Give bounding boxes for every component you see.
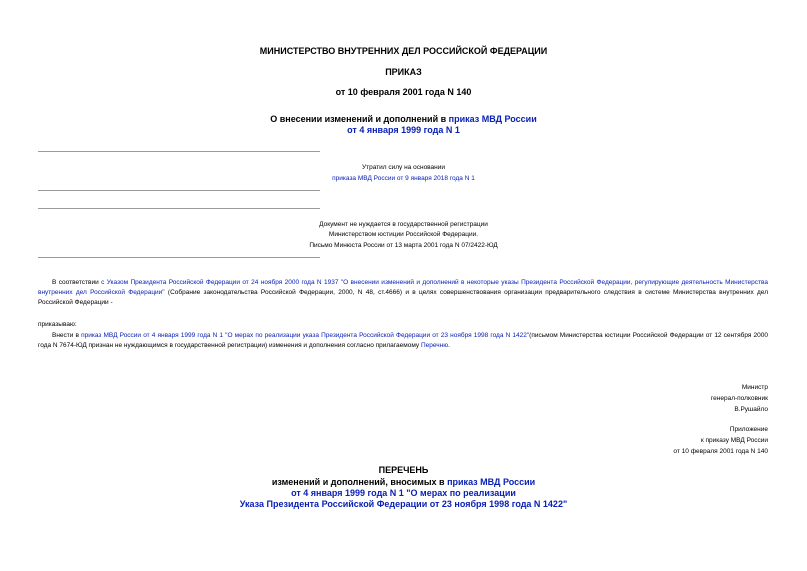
separator-rule [38, 190, 320, 191]
signature-block [711, 382, 768, 415]
list-subtitle-line3 [0, 498, 807, 511]
document-title-line2 [0, 124, 807, 137]
title-link-order[interactable]: приказ МВД России [448, 114, 537, 124]
title-prefix: О внесении изменений и дополнений в [270, 114, 449, 124]
status-note-text: Утратил силу на основании [361, 164, 446, 171]
separator-rule [38, 257, 320, 258]
signature-rank: генерал-полковник [710, 395, 768, 402]
repeal-order-link[interactable]: приказа МВД России от 9 января 2018 года N 1 [332, 175, 475, 182]
separator-rule [38, 151, 320, 152]
signature-name: В.Рушайло [734, 406, 768, 413]
order-word: приказываю: [38, 321, 77, 328]
appendix-order-date: от 10 февраля 2001 года N 140 [673, 448, 768, 455]
document-date-number: от 10 февраля 2001 года N 140 [335, 87, 472, 97]
order-start: Внести в [52, 332, 82, 339]
registration-note-line3: Письмо Минюста России от 13 марта 2001 года N 07/2422-ЮД [309, 242, 498, 249]
registration-note-line1: Документ не нуждается в государственной регистрации [319, 221, 488, 228]
list-heading: ПЕРЕЧЕНЬ [378, 465, 429, 475]
order-mid: (письмом Министерства юстиции Российской Федерации от 12 сентября 2000 года N 7674-ЮД признан не нуждающимся в государственной регистрации) изменения и дополнения согласно прилагаемому [38, 332, 768, 349]
separator-rule [38, 208, 320, 209]
amended-order-link[interactable]: приказ МВД России от 4 января 1999 года N 1 "О мерах по реализации указа Президента Российской Федерации от 23 ноября 1998 года N 1422" [81, 332, 530, 339]
order-paragraph [38, 331, 768, 351]
list-order-date-link[interactable]: от 4 января 1999 года N 1 "О мерах по реализации [291, 488, 516, 498]
list-decree-link[interactable]: Указа Президента Российской Федерации от 23 ноября 1998 года N 1422" [239, 499, 568, 509]
appendix-label: Приложение [729, 426, 768, 433]
status-note-link-line [0, 174, 807, 184]
preamble-paragraph [38, 278, 768, 308]
list-order-link[interactable]: приказ МВД России [447, 477, 536, 487]
preamble-start: В соответствии [52, 279, 102, 286]
document-type: ПРИКАЗ [385, 67, 422, 77]
preamble-end: (Собрание законодательства Российской Федерации, 2000, N 48, ст.4666) и в целях совершенствования организации предварительного следствия в системе Министерства внутренних дел Российской Федерации - [38, 289, 768, 306]
ministry-title: МИНИСТЕРСТВО ВНУТРЕННИХ ДЕЛ РОССИЙСКОЙ ФЕДЕРАЦИИ [259, 46, 548, 56]
decree-link[interactable]: с Указом Президента Российской Федерации от 24 ноября 2000 года N 1937 "О внесении изменений и дополнений в некоторые указы Президента Российской Федерации, регулирующие деятельность Министерства внутренних дел Российской Федерации" [38, 279, 768, 296]
signature-position: Министр [741, 384, 768, 391]
list-link[interactable]: Перечню [420, 342, 449, 349]
registration-note-line2: Министерством юстиции Российской Федерации. [328, 231, 479, 238]
appendix-block [673, 424, 768, 457]
appendix-order-ref: к приказу МВД России [700, 437, 768, 444]
list-subtitle-prefix: изменений и дополнений, вносимых в [271, 477, 448, 487]
order-end: . [448, 342, 450, 349]
title-link-order-date[interactable]: от 4 января 1999 года N 1 [347, 125, 460, 135]
